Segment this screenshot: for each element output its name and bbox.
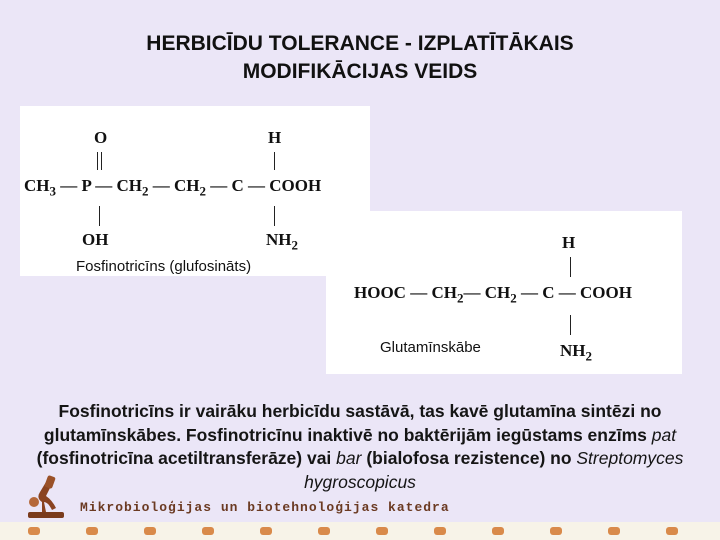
slide-title (0, 30, 720, 86)
organism-name: Streptomyces hygroscopicus (304, 448, 684, 492)
decor-dot (608, 527, 620, 535)
single-bond-nh2 (570, 315, 571, 335)
microscope-icon (22, 472, 72, 522)
hydrogen-label: H (562, 233, 576, 252)
decor-dot (376, 527, 388, 535)
decor-dot (202, 527, 214, 535)
single-bond-top (274, 152, 275, 170)
amino-label: $NH_2$ (560, 341, 592, 364)
decor-dot (28, 527, 40, 535)
fosfinotricins-caption: Fosfinotricīns (glufosināts) (76, 258, 252, 275)
description-paragraph: Fosfinotricīns ir vairāku herbicīdu sastāvā, tas kavē glutamīna sintēzi no glutamīnskābes. Fosfinotricīnu inaktivē no baktērijām iegūstams enzīms pat (fosfinotricīna acetiltransferāze) vai bar (bialofosa rezistence) no Streptomyces hygroscopicus (36, 401, 684, 492)
decor-dot (318, 527, 330, 535)
decor-dot (434, 527, 446, 535)
single-bond-nh2 (274, 206, 275, 226)
bar-gene: bar (336, 448, 362, 468)
single-bond-oh (99, 206, 100, 226)
decor-dot (144, 527, 156, 535)
decor-dot (666, 527, 678, 535)
glutaminskabe-structure-panel (326, 211, 682, 374)
glutaminskabe-caption: Glutamīnskābe (380, 339, 481, 356)
title-line-2: MODIFIKĀCIJAS VEIDS (242, 60, 478, 83)
decor-dot (260, 527, 272, 535)
pat-gene: pat (651, 424, 677, 445)
decor-dot (86, 527, 98, 535)
double-bond (97, 152, 102, 170)
decor-dot (492, 527, 504, 535)
hydrogen-label: H (268, 128, 282, 147)
glutaminskabe-chain: HOOC — $CH_2—$ $CH_2$ — C — COOH (354, 283, 632, 306)
title-line-1: HERBICĪDU TOLERANCE - IZPLATĪTĀKAIS (146, 32, 574, 55)
fosfinotricins-structure-panel (20, 106, 370, 276)
department-label: Mikrobioloģijas un biotehnoloģijas katedra (80, 500, 450, 515)
oxygen-label: O (94, 128, 108, 147)
fosfinotricins-chain: $CH_3$ — P — $CH_2$ — $CH_2$ — C — COOH (24, 176, 322, 199)
decor-dot (550, 527, 562, 535)
amino-label: $NH_2$ (266, 230, 298, 253)
hydroxyl-label: OH (82, 230, 109, 249)
single-bond-top (570, 257, 571, 277)
